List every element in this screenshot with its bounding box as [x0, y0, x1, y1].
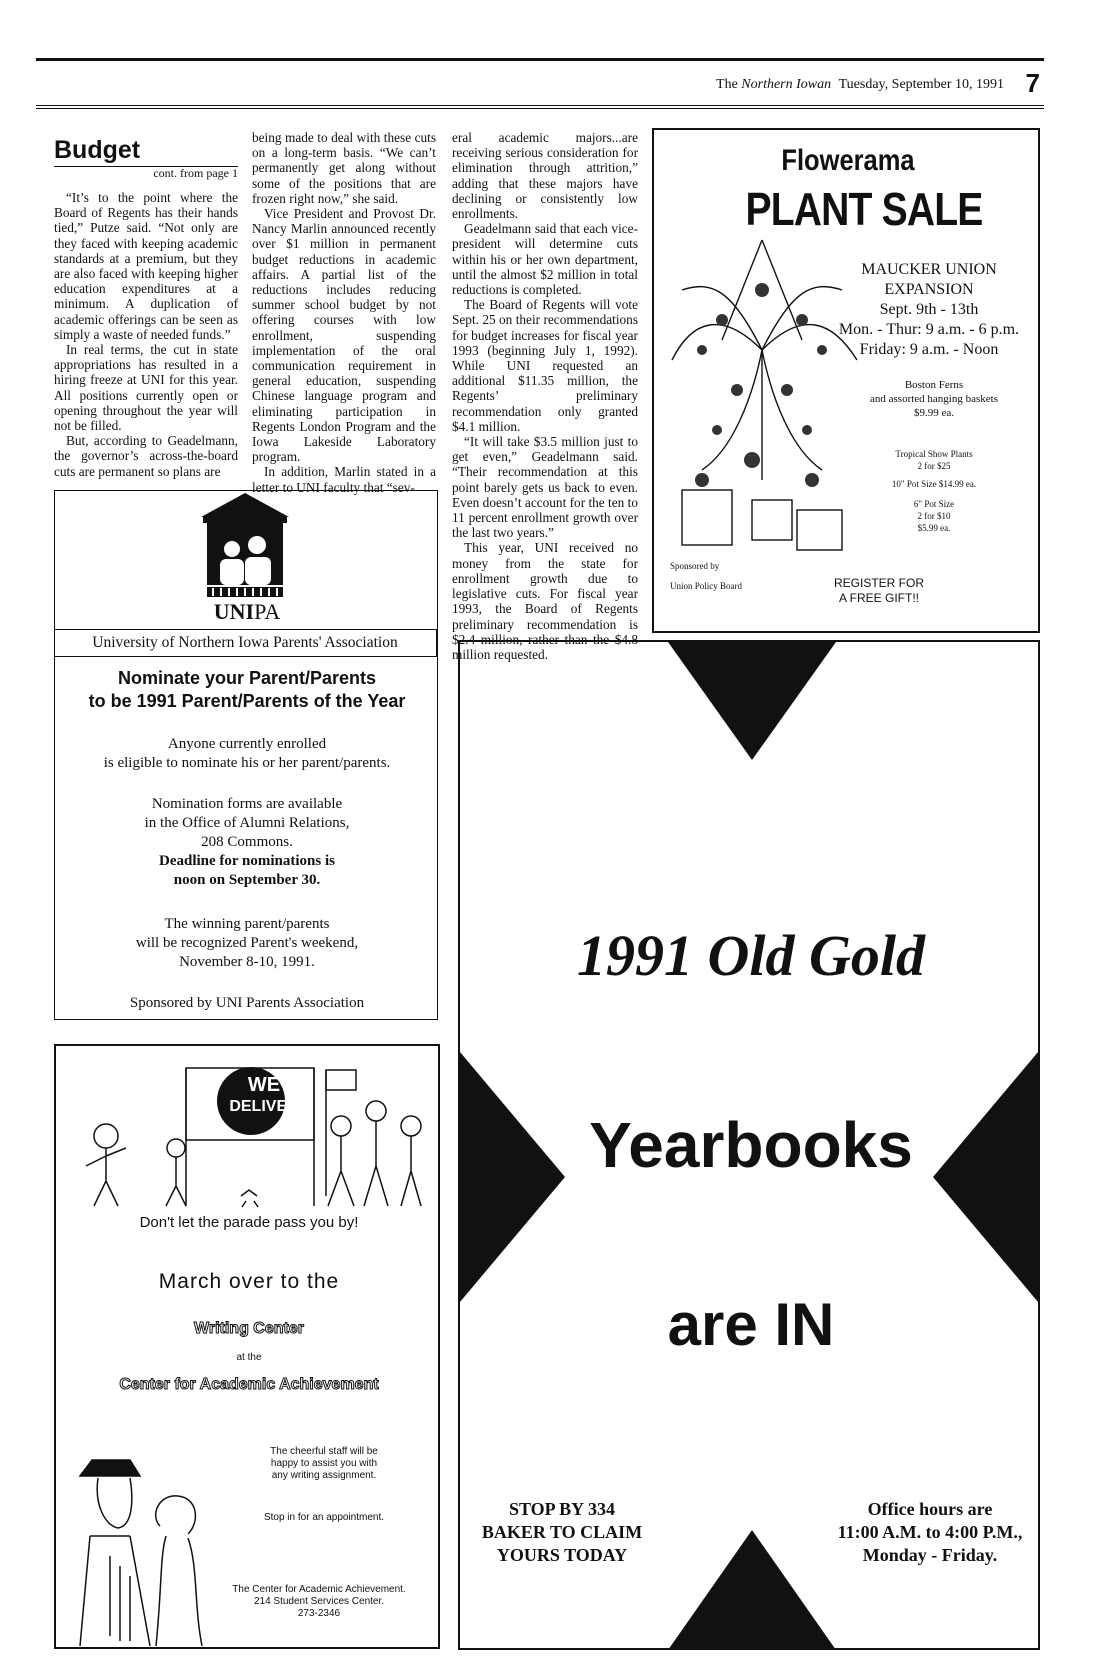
gift-line-1: REGISTER FOR	[833, 576, 924, 590]
sponsor-name: Union Policy Board	[670, 581, 742, 591]
flowerama-title: Flowerama	[781, 144, 915, 177]
yearbooks-heading: Yearbooks	[589, 1109, 913, 1181]
office-3: Monday - Friday.	[862, 1545, 998, 1565]
stop-by	[462, 1498, 662, 1567]
article-paragraph: This year, UNI received no money from the state for enrollment growth due to legislative cuts. For fiscal year 1993, the Board of Regents preliminary recommendation is $2.4 million, rather than the $4.8 million requested.	[452, 540, 638, 662]
cheerful-staff	[224, 1446, 424, 1482]
item-small-pot-deal: 2 for $10	[917, 511, 951, 521]
deadline-2: noon on September 30.	[173, 872, 321, 888]
header-rule	[36, 105, 1044, 106]
unipa-forms	[55, 795, 439, 890]
sale-location	[824, 260, 1034, 360]
article-paragraph: eral academic majors...are receiving serious consideration for elimination through attrition,” adding that these majors have declining or consistently low enrollments.	[452, 130, 638, 222]
unipa-sponsor: Sponsored by UNI Parents Association	[129, 995, 365, 1011]
header-rule-2	[36, 108, 1044, 109]
article-paragraph: Vice President and Provost Dr. Nancy Marlin announced recently over $1 million in permanent budget reductions in academic affairs. A partial list of the reductions includes reducing summer school budget by not offering courses with low enrollment, suspending implementation of the oral communication requirement in general education, suspending Chinese language program and eliminating participation in Regents London Program and the Iowa Lakeside Laboratory program.	[252, 206, 436, 465]
unipa-headline-1: Nominate your Parent/Parents	[117, 668, 377, 688]
top-rule	[36, 58, 1044, 61]
unipa-logo-icon	[199, 493, 291, 601]
article-col-2	[252, 130, 436, 495]
march-over: March over to the	[158, 1270, 340, 1293]
yearbook-title: 1991 Old Gold	[577, 923, 925, 988]
item-ferns-desc: and assorted hanging baskets	[870, 393, 998, 405]
unipa-ad	[54, 490, 438, 1020]
item-ferns	[834, 378, 1034, 420]
winner-1: The winning parent/parents	[164, 916, 330, 932]
header-date: Tuesday, September 10, 1991	[838, 77, 1005, 92]
item-tropical-pot: 10" Pot Size $14.99 ea.	[891, 479, 977, 489]
banner-deliver: DELIVER	[229, 1098, 299, 1115]
at-the: at the	[236, 1352, 262, 1363]
deadline-1: Deadline for nominations is	[159, 853, 335, 869]
item-small-pot-size: 6" Pot Size	[913, 499, 955, 509]
article-paragraph: “It will take $3.5 million just to get even,” Geadelmann said. “Their recommendation at this point barely gets us back to even. Even doesn’t account for the ten to 11 percent enrollment growth over the last two years.”	[452, 434, 638, 541]
item-small-pot	[874, 498, 994, 534]
page-number: 7	[1025, 68, 1040, 98]
address-1: The Center for Academic Achievement.	[232, 1584, 406, 1595]
article-paragraph: In addition, Marlin stated in a letter to UNI faculty that “sev-	[252, 464, 436, 495]
paper-name: Northern Iowan	[741, 77, 832, 92]
location-line-2: EXPANSION	[884, 281, 974, 298]
stop-1: STOP BY 334	[508, 1499, 616, 1519]
forms-1: Nomination forms are available	[151, 796, 343, 812]
flowerama-ad	[652, 128, 1040, 633]
office-1: Office hours are	[867, 1499, 993, 1519]
article-paragraph: Geadelmann said that each vice-president will determine cuts within his or her own department, until the almost $2 million in total reductions is completed.	[452, 221, 638, 298]
triangle-top	[668, 642, 836, 760]
article-paragraph: The Board of Regents will vote Sept. 25 on their recommendations for budget increases for fiscal year 1993 (beginning July 1, 1992). While UNI requested an additional $11.35 million, the Regents’ preliminary recommendation only granted $4.1 million.	[452, 297, 638, 434]
couple-illustration	[70, 1446, 210, 1646]
address-2: 214 Student Services Center.	[253, 1596, 385, 1607]
staff-2: happy to assist you with	[270, 1458, 378, 1469]
article-col-3	[452, 130, 638, 662]
gift-line-2: A FREE GIFT!!	[838, 591, 919, 605]
page-header	[660, 68, 1040, 98]
item-small-pot-price: $5.99 ea.	[917, 523, 951, 533]
location-line-1: MAUCKER UNION	[861, 261, 997, 278]
stop-2: BAKER TO CLAIM	[481, 1522, 643, 1542]
article-paragraph: In real terms, the cut in state appropriations has resulted in a hiring freeze at UNI for this year. All positions currently open or opening throughout the year will not be filled.	[54, 342, 238, 434]
triangle-bottom	[668, 1530, 836, 1650]
we-deliver-banner	[211, 1074, 317, 1118]
unipa-org-name: University of Northern Iowa Parents' Association	[92, 634, 398, 651]
article-paragraph: But, according to Geadelmann, the governor’s across-the-board cuts are permanent so plans are	[54, 433, 238, 479]
unipa-wordmark-uni: UNI	[213, 599, 255, 624]
yearbook-ad	[458, 640, 1040, 1650]
item-ferns-price: $9.99 ea.	[913, 407, 954, 419]
unipa-winner	[55, 915, 439, 972]
unipa-org-box	[54, 629, 437, 657]
sale-hours-1: Mon. - Thur: 9 a.m. - 6 p.m.	[838, 321, 1020, 338]
free-gift	[804, 576, 954, 606]
forms-2: in the Office of Alumni Relations,	[144, 815, 350, 831]
continued-note: cont. from page 1	[153, 166, 238, 180]
paper-the: The	[716, 77, 738, 92]
item-tropical	[854, 448, 1014, 490]
office-hours	[820, 1498, 1040, 1567]
address-3: 273-2346	[297, 1608, 341, 1619]
center-address	[206, 1584, 432, 1620]
office-2: 11:00 A.M. to 4:00 P.M.,	[837, 1522, 1023, 1542]
unipa-eligibility	[55, 735, 439, 773]
article-paragraph: “It’s to the point where the Board of Regents has their hands tied,” Putze said. “Not only are they faced with keeping academic standards at a premium, but they are also faced with keeping higher education expenditures at a minimum. A duplication of academic offerings can be seen as simply a waste of needed funds.”	[54, 190, 238, 342]
flowerama-subtitle: PLANT SALE	[745, 183, 983, 235]
forms-3: 208 Commons.	[201, 834, 293, 850]
stop-in: Stop in for an appointment.	[263, 1512, 385, 1523]
staff-3: any writing assignment.	[271, 1470, 377, 1481]
are-in-heading: are IN	[667, 1291, 835, 1358]
item-ferns-name: Boston Ferns	[904, 379, 964, 391]
article-headline: Budget	[54, 136, 141, 164]
unipa-wordmark	[55, 599, 439, 625]
stop-3: YOURS TODAY	[496, 1545, 628, 1565]
sponsor-label: Sponsored by	[670, 561, 720, 571]
winner-3: November 8-10, 1991.	[179, 954, 315, 970]
article-col-1	[54, 190, 238, 479]
item-tropical-price: 2 for $25	[917, 461, 951, 471]
sale-hours-2: Friday: 9 a.m. - Noon	[859, 341, 999, 358]
academic-center-name: Center for Academic Achievement	[119, 1376, 379, 1393]
item-tropical-name: Tropical Show Plants	[895, 449, 973, 459]
banner-we: WE	[247, 1074, 281, 1096]
eligibility-2: is eligible to nominate his or her parent/parents.	[103, 755, 391, 771]
unipa-wordmark-pa: PA	[254, 599, 281, 624]
writing-center-ad	[54, 1044, 440, 1649]
sale-dates: Sept. 9th - 13th	[879, 301, 979, 318]
winner-2: will be recognized Parent's weekend,	[135, 935, 359, 951]
parade-tagline: Don't let the parade pass you by!	[139, 1214, 359, 1231]
writing-center-name: Writing Center	[194, 1320, 304, 1337]
staff-1: The cheerful staff will be	[270, 1446, 378, 1457]
unipa-headline	[55, 667, 439, 713]
unipa-headline-2: to be 1991 Parent/Parents of the Year	[88, 691, 406, 711]
article-paragraph: being made to deal with these cuts on a long-term basis. “We can’t permanently get along without some of the positions that are frozen right now,” she said.	[252, 130, 436, 206]
eligibility-1: Anyone currently enrolled	[167, 736, 327, 752]
flowerama-sponsor	[670, 556, 742, 596]
